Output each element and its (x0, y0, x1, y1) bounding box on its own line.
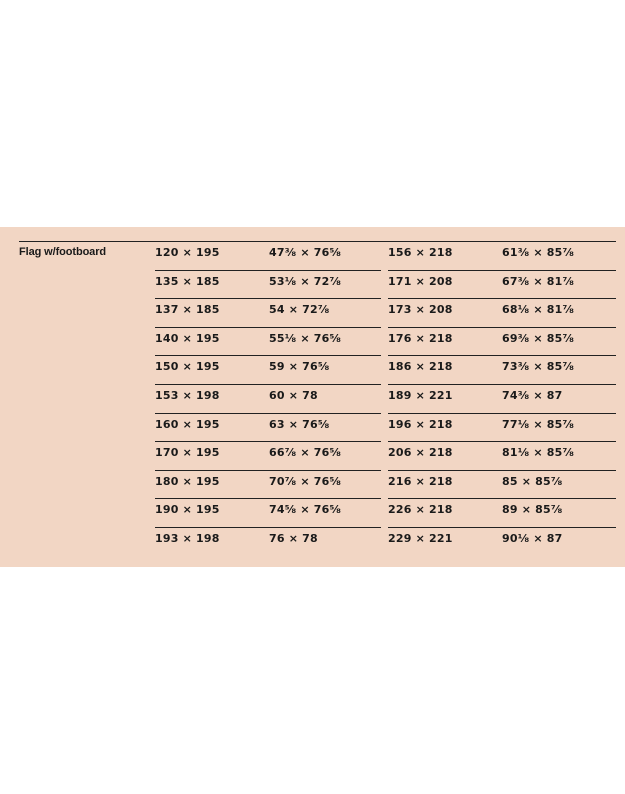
cm-size-b: 186 × 218 (388, 360, 453, 374)
inch-size-b: 81⅛ × 85⅞ (502, 446, 575, 460)
row-divider (155, 327, 381, 328)
cm-size-b: 171 × 208 (388, 274, 453, 288)
inch-size-b: 77⅛ × 85⅞ (502, 417, 575, 431)
inch-size-a: 60 × 78 (269, 389, 318, 402)
inch-size-a: 76 × 78 (269, 532, 318, 545)
inch-size-a: 66⅞ × 76⅝ (269, 446, 342, 460)
row-divider (155, 527, 381, 528)
inch-size-b: 61⅜ × 85⅞ (502, 246, 575, 259)
cm-size-a: 190 × 195 (155, 503, 220, 517)
inch-size-a: 74⅝ × 76⅝ (269, 503, 342, 517)
row-divider (388, 527, 616, 528)
row-divider (155, 470, 381, 471)
row-divider (155, 355, 381, 356)
row-divider (388, 327, 616, 328)
cm-size-a: 160 × 195 (155, 417, 220, 431)
inch-size-a: 59 × 76⅝ (269, 360, 330, 374)
inch-size-a: 55⅛ × 76⅝ (269, 331, 342, 345)
row-label: Flag w/footboard (19, 246, 107, 258)
size-table-panel (0, 227, 625, 567)
cm-size-b: 196 × 218 (388, 417, 453, 431)
row-divider (155, 498, 381, 499)
row-divider (388, 355, 616, 356)
row-divider (388, 441, 616, 442)
cm-size-b: 216 × 218 (388, 474, 453, 488)
inch-size-b: 90⅛ × 87 (502, 532, 563, 545)
row-divider (155, 270, 381, 271)
row-divider (155, 384, 381, 385)
cm-size-a: 135 × 185 (155, 274, 220, 288)
cm-size-a: 120 × 195 (155, 246, 220, 259)
row-divider (388, 413, 616, 414)
inch-size-a: 54 × 72⅞ (269, 303, 330, 317)
inch-size-b: 85 × 85⅞ (502, 474, 563, 488)
cm-size-b: 229 × 221 (388, 532, 453, 545)
cm-size-a: 140 × 195 (155, 331, 220, 345)
row-divider (155, 298, 381, 299)
row-divider (155, 413, 381, 414)
cm-size-b: 189 × 221 (388, 389, 453, 402)
row-divider (388, 498, 616, 499)
row-divider (388, 470, 616, 471)
cm-size-b: 156 × 218 (388, 246, 453, 259)
cm-size-b: 206 × 218 (388, 446, 453, 460)
inch-size-b: 69⅜ × 85⅞ (502, 331, 575, 345)
cm-size-a: 180 × 195 (155, 474, 220, 488)
cm-size-a: 150 × 195 (155, 360, 220, 374)
inch-size-a: 70⅞ × 76⅝ (269, 474, 342, 488)
cm-size-b: 226 × 218 (388, 503, 453, 517)
cm-size-a: 193 × 198 (155, 532, 220, 545)
row-divider (388, 270, 616, 271)
cm-size-b: 176 × 218 (388, 331, 453, 345)
inch-size-a: 47⅜ × 76⅝ (269, 246, 342, 259)
cm-size-b: 173 × 208 (388, 303, 453, 317)
row-divider (388, 384, 616, 385)
inch-size-b: 67⅜ × 81⅞ (502, 274, 575, 288)
inch-size-b: 89 × 85⅞ (502, 503, 563, 517)
inch-size-b: 74⅜ × 87 (502, 389, 563, 402)
inch-size-b: 68⅛ × 81⅞ (502, 303, 575, 317)
inch-size-a: 53⅛ × 72⅞ (269, 274, 342, 288)
row-divider (388, 298, 616, 299)
cm-size-a: 137 × 185 (155, 303, 220, 317)
cm-size-a: 170 × 195 (155, 446, 220, 460)
header-rule (19, 241, 616, 242)
inch-size-b: 73⅜ × 85⅞ (502, 360, 575, 374)
row-divider (155, 441, 381, 442)
inch-size-a: 63 × 76⅝ (269, 417, 330, 431)
cm-size-a: 153 × 198 (155, 389, 220, 402)
